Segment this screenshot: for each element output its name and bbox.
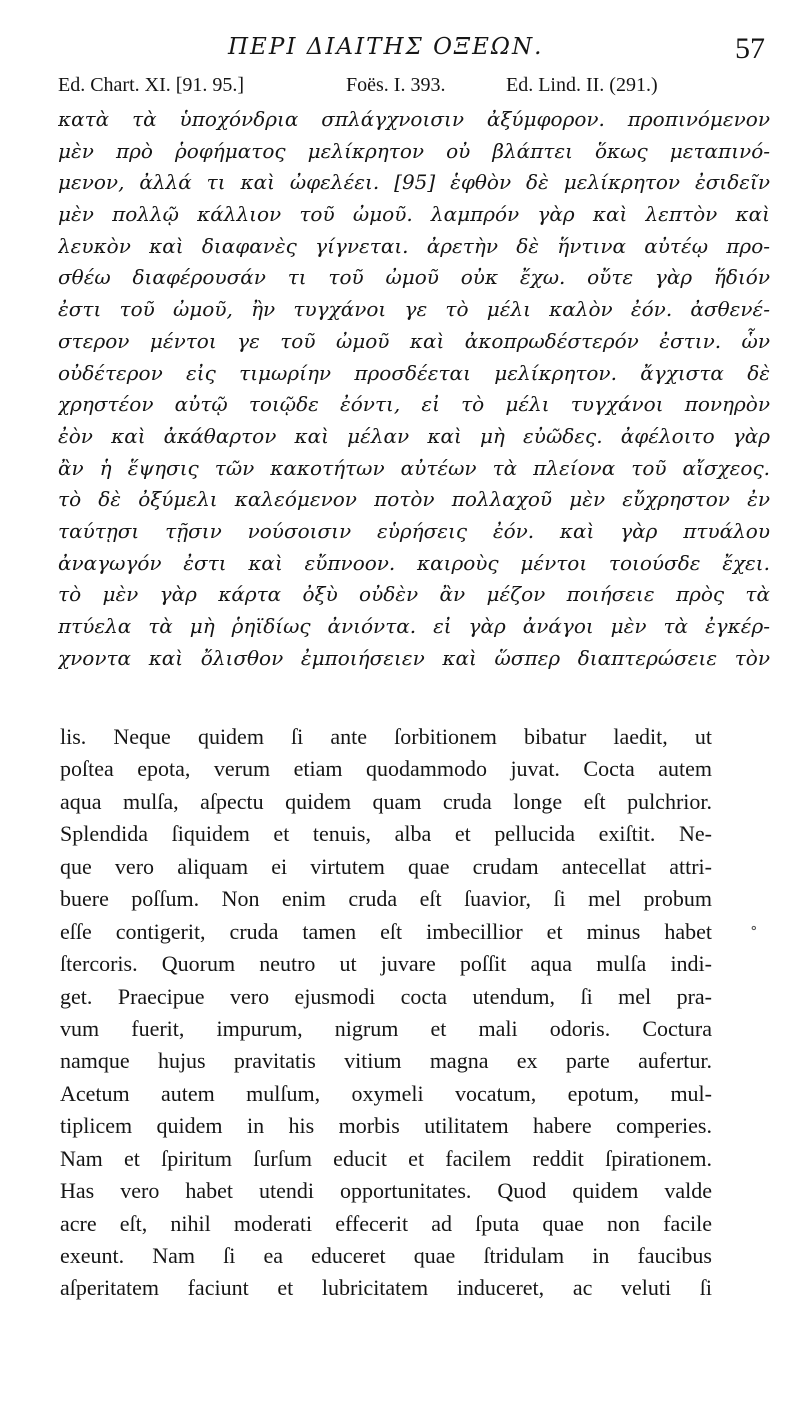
greek-line: ταύτῃσι τῇσιν νούσοισιν εὑρήσεις ἐόν. καὶ γὰρ πτυάλου (58, 518, 770, 543)
greek-text-block (58, 104, 770, 674)
latin-line: acre eſt, nihil moderati effecerit ad ſputa quae non facile (60, 1210, 712, 1236)
latin-line: aſperitatem faciunt et lubricitatem induceret, ac veluti ſi (60, 1275, 712, 1301)
latin-line: poſtea epota, verum etiam quodammodo juvat. Cocta autem (60, 756, 712, 782)
latin-line: tiplicem quidem in his morbis utilitatem habere comperies. (60, 1113, 712, 1139)
greek-line: μὲν πρὸ ῥοφήματος μελίκρητον οὐ βλάπτει ὅκως μεταπινό- (58, 138, 770, 163)
greek-line: χρηστέον αὐτῷ τοιῷδε ἐόντι, εἰ τὸ μέλι τυγχάνοι πονηρὸν (58, 392, 770, 417)
latin-line: buere poſſum. Non enim cruda eſt ſuavior, ſi mel probum (60, 886, 712, 912)
greek-line: ἐστι τοῦ ὠμοῦ, ἢν τυγχάνοι γε τὸ μέλι καλὸν ἐόν. ἀσθενέ- (58, 297, 770, 322)
lind-edition-ref: Ed. Lind. II. (291.) (506, 74, 658, 96)
greek-line: ἐὸν καὶ ἀκάθαρτον καὶ μέλαν καὶ μὴ εὐῶδες. ἀφέλοιτο γὰρ (58, 423, 770, 448)
greek-line: κατὰ τὰ ὑποχόνδρια σπλάγχνοισιν ἀξύμφορον. προπινόμενον (58, 107, 770, 131)
latin-text-block (60, 721, 712, 1305)
latin-line: lis. Neque quidem ſi ante ſorbitionem bibatur laedit, ut (60, 724, 712, 749)
latin-line: Nam et ſpiritum ſurſum educit et facilem reddit ſpirationem. (60, 1145, 712, 1171)
page-number: 57 (735, 32, 765, 65)
latin-line: Acetum autem mulſum, oxymeli vocatum, epotum, mul- (60, 1080, 712, 1106)
greek-line: χνοντα καὶ ὄλισθον ἐμποιήσειεν καὶ ὥσπερ διαπτερώσειε τὸν (58, 645, 770, 670)
greek-line: τὸ δὲ ὀξύμελι καλεόμενον ποτὸν πολλαχοῦ μὲν εὔχρηστον ἐν (58, 487, 770, 512)
greek-line: οὐδέτερον εἰς τιμωρίην προσδέεται μελίκρητον. ἄγχιστα δὲ (58, 360, 770, 385)
running-head (0, 30, 800, 66)
latin-line: namque hujus pravitatis vitium magna ex parte aufertur. (60, 1048, 712, 1074)
edition-references (58, 72, 770, 102)
greek-line: τὸ μὲν γὰρ κάρτα ὀξὺ οὐδὲν ἂν μέζον ποιήσειε πρὸς τὰ (58, 582, 770, 607)
greek-line: ἂν ἡ ἕψησις τῶν κακοτήτων αὐτέων τὰ πλείονα τοῦ αἴσχεος. (58, 455, 770, 480)
latin-line: exeunt. Nam ſi ea educeret quae ſtridulam in faucibus (60, 1243, 712, 1268)
greek-line: ἀναγωγόν ἐστι καὶ εὔπνοον. καιροὺς μέντοι τοιούσδε ἔχει. (58, 550, 770, 575)
greek-line: μὲν πολλῷ κάλλιον τοῦ ὠμοῦ. λαμπρόν γὰρ καὶ λεπτὸν καὶ (58, 202, 770, 227)
greek-line: στερον μέντοι γε τοῦ ὠμοῦ καὶ ἀκοπρωδέστερόν ἐστιν. ὧν (58, 328, 770, 353)
latin-line: get. Praecipue vero ejusmodi cocta utendum, ſi mel pra- (60, 983, 712, 1009)
latin-line: Has vero habet utendi opportunitates. Quod quidem valde (60, 1178, 712, 1204)
margin-mark: ∘ (750, 918, 758, 937)
greek-line: λευκὸν καὶ διαφανὲς γίγνεται. ἀρετὴν δὲ ἥντινα αὐτέῳ προ- (58, 233, 770, 258)
latin-line: Splendida ſiquidem et tenuis, alba et pellucida exiſtit. Ne- (60, 821, 712, 847)
latin-line: ſtercoris. Quorum neutro ut juvare poſſit aqua mulſa indi- (60, 951, 712, 977)
greek-line: μενον, ἀλλά τι καὶ ὠφελέει. [95] ἑφθὸν δὲ μελίκρητον ἐσιδεῖν (58, 170, 770, 195)
latin-line: vum fuerit, impurum, nigrum et mali odoris. Coctura (60, 1015, 712, 1041)
foes-edition-ref: Foës. I. 393. (346, 74, 446, 96)
latin-line: aqua mulſa, aſpectu quidem quam cruda longe eſt pulchrior. (60, 788, 712, 814)
greek-line: πτύελα τὰ μὴ ῥηϊδίως ἀνιόντα. εἰ γὰρ ἀνάγοι μὲν τὰ ἐγκέρ- (58, 614, 770, 638)
latin-line: que vero aliquam ei virtutem quae crudam antecellat attri- (60, 853, 712, 879)
running-title: ΠΕΡΙ ΔΙΑΙΤΗΣ ΟΞΕΩΝ. (228, 34, 544, 60)
latin-line: eſſe contigerit, cruda tamen eſt imbecillior et minus habet (60, 918, 712, 944)
chartier-edition-ref: Ed. Chart. XI. [91. 95.] (58, 74, 245, 96)
greek-line: σθέω διαφέρουσάν τι τοῦ ὠμοῦ οὐκ ἔχω. οὔτε γὰρ ἥδιόν (58, 265, 770, 290)
